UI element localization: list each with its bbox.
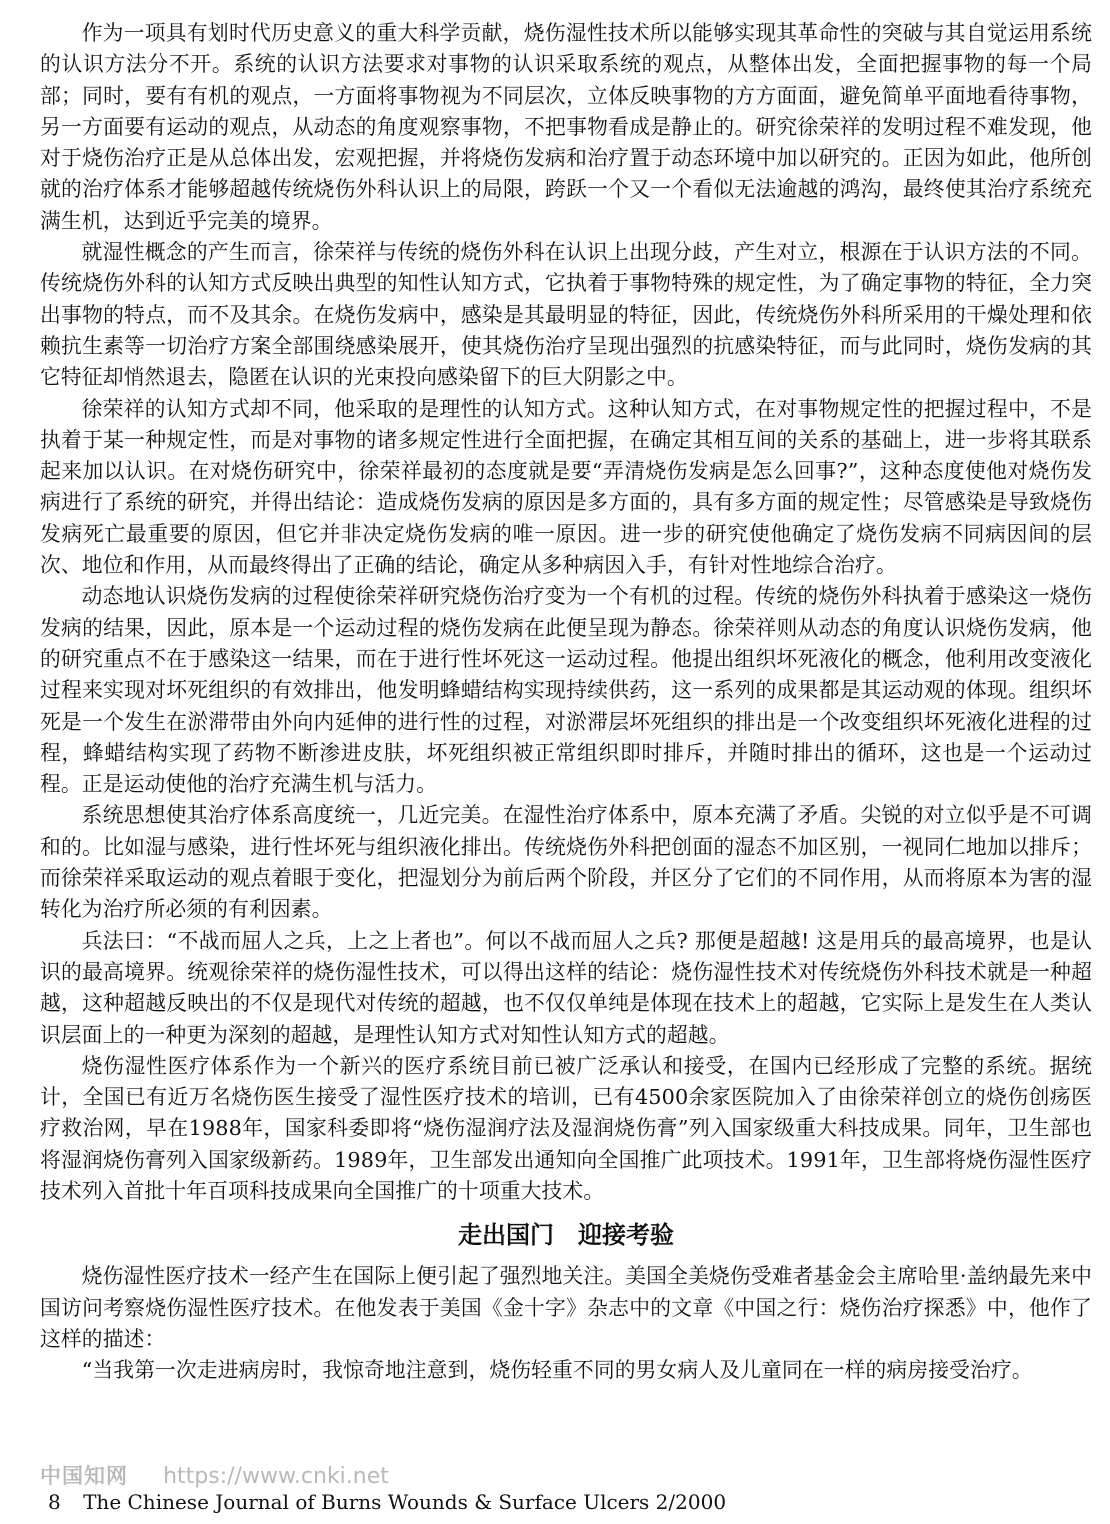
watermark-url: https://www.cnki.net: [163, 1464, 389, 1489]
article-body: [40, 18, 1092, 1386]
paragraph-8: 烧伤湿性医疗技术一经产生在国际上便引起了强烈地关注。美国全美烧伤受难者基金会主席哈里·盖纳最先来中国访问考察烧伤湿性医疗技术。在他发表于美国《金十字》杂志中的文章《中国之行：烧伤治疗探悉》中，他作了这样的描述：: [40, 1264, 1092, 1351]
paragraph-2: 就湿性概念的产生而言，徐荣祥与传统的烧伤外科在认识上出现分歧，产生对立，根源在于认识方法的不同。传统烧伤外科的认知方式反映出典型的知性认知方式，它执着于事物特殊的规定性，为了确定事物的特征，全力突出事物的特点，而不及其余。在烧伤发病中，感染是其最明显的特征，因此，传统烧伤外科所采用的干燥处理和依赖抗生素等一切治疗方案全部围绕感染展开，使其烧伤治疗呈现出强烈的抗感染特征，而与此同时，烧伤发病的其它特征却悄然退去，隐匿在认识的光束投向感染留下的巨大阴影之中。: [40, 240, 1092, 390]
paragraph-7: 烧伤湿性医疗体系作为一个新兴的医疗系统目前已被广泛承认和接受，在国内已经形成了完整的系统。据统计，全国已有近万名烧伤医生接受了湿性医疗技术的培训，已有4500余家医院加入了由徐荣祥创立的烧伤创疡医疗救治网，早在1988年，国家科委即将“烧伤湿润疗法及湿润烧伤膏”列入国家级重大科技成果。同年，卫生部也将湿润烧伤膏列入国家级新药。1989年，卫生部发出通知向全国推广此项技术。1991年，卫生部将烧伤湿性医疗技术列入首批十年百项科技成果向全国推广的十项重大技术。: [40, 1053, 1092, 1203]
paragraph-9: “当我第一次走进病房时，我惊奇地注意到，烧伤轻重不同的男女病人及儿童同在一样的病房接受治疗。: [81, 1358, 1033, 1383]
cnki-watermark: [40, 1460, 389, 1490]
journal-title: The Chinese Journal of Burns Wounds & Surface Ulcers 2/2000: [83, 1490, 727, 1514]
page-footer: [48, 1490, 726, 1514]
paragraph-1: 作为一项具有划时代历史意义的重大科学贡献，烧伤湿性技术所以能够实现其革命性的突破与其自觉运用系统的认识方法分不开。系统的认识方法要求对事物的认识采取系统的观点，从整体出发，全面把握事物的每一个局部；同时，要有有机的观点，一方面将事物视为不同层次，立体反映事物的方方面面，避免简单平面地看待事物，另一方面要有运动的观点，从动态的角度观察事物，不把事物看成是静止的。研究徐荣祥的发明过程不难发现，他对于烧伤治疗正是从总体出发，宏观把握，并将烧伤发病和治疗置于动态环境中加以研究的。正因为如此，他所创就的治疗体系才能够超越传统烧伤外科认识上的局限，跨跃一个又一个看似无法逾越的鸿沟，最终使其治疗系统充满生机，达到近乎完美的境界。: [40, 21, 1092, 233]
page-number: 8: [48, 1490, 61, 1514]
watermark-logo: 中国知网: [40, 1464, 128, 1488]
paragraph-5: 系统思想使其治疗体系高度统一，几近完美。在湿性治疗体系中，原本充满了矛盾。尖锐的对立似乎是不可调和的。比如湿与感染，进行性坏死与组织液化排出。传统烧伤外科把创面的湿态不加区别，一视同仁地加以排斥；而徐荣祥采取运动的观点着眼于变化，把湿划分为前后两个阶段，并区分了它们的不同作用，从而将原本为害的湿转化为治疗所必须的有利因素。: [40, 803, 1092, 922]
paragraph-6: 兵法曰：“不战而屈人之兵，上之上者也”。何以不战而屈人之兵? 那便是超越! 这是用兵的最高境界，也是认识的最高境界。统观徐荣祥的烧伤湿性技术，可以得出这样的结论：烧伤湿性技术对传统烧伤外科技术就是一种超越，这种超越反映出的不仅是现代对传统的超越，也不仅仅单纯是体现在技术上的超越，它实际上是发生在人类认识层面上的一种更为深刻的超越，是理性认知方式对知性认知方式的超越。: [40, 928, 1092, 1047]
section-heading: 走出国门 迎接考验: [458, 1221, 674, 1250]
paragraph-3: 徐荣祥的认知方式却不同，他采取的是理性的认知方式。这种认知方式，在对事物规定性的把握过程中，不是执着于某一种规定性，而是对事物的诸多规定性进行全面把握，在确定其相互间的关系的基础上，进一步将其联系起来加以认识。在对烧伤研究中，徐荣祥最初的态度就是要“弄清烧伤发病是怎么回事?”，这种态度使他对烧伤发病进行了系统的研究，并得出结论：造成烧伤发病的原因是多方面的，具有多方面的规定性；尽管感染是导致烧伤发病死亡最重要的原因，但它并非决定烧伤发病的唯一原因。进一步的研究使他确定了烧伤发病不同病因间的层次、地位和作用，从而最终得出了正确的结论，确定从多种病因入手，有针对性地综合治疗。: [40, 396, 1092, 578]
paragraph-4: 动态地认识烧伤发病的过程使徐荣祥研究烧伤治疗变为一个有机的过程。传统的烧伤外科执着于感染这一烧伤发病的结果，因此，原本是一个运动过程的烧伤发病在此便呈现为静态。徐荣祥则从动态的角度认识烧伤发病，他的研究重点不在于感染这一结果，而在于进行性坏死这一运动过程。他提出组织坏死液化的概念，他利用改变液化过程来实现对坏死组织的有效排出，他发明蜂蜡结构实现持续供药，这一系列的成果都是其运动观的体现。组织坏死是一个发生在淤滞带由外向内延伸的进行性的过程，对淤滞层坏死组织的排出是一个改变组织坏死液化进程的过程，蜂蜡结构实现了药物不断渗进皮肤，坏死组织被正常组织即时排斥，并随时排出的循环，这也是一个运动过程。正是运动使他的治疗充满生机与活力。: [40, 584, 1092, 797]
